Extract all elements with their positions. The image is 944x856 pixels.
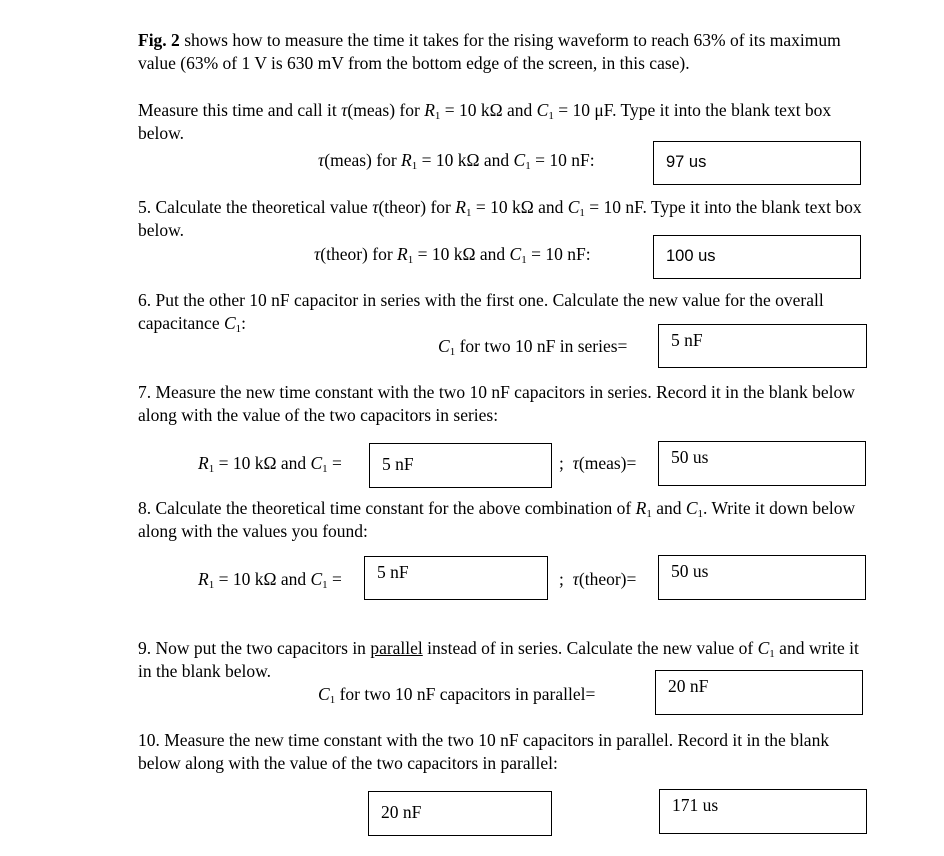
q8-text: 8. Calculate the theoretical time constant for the above combination of [138,498,636,518]
subscript: 1 [521,254,527,266]
subscript: 1 [322,463,328,475]
r-value: = 10 kΩ and [417,150,514,170]
q9-text: instead of in series. Calculate the new value of [422,638,758,658]
fig-reference: Fig. 2 [138,30,180,50]
c-symbol: C [310,453,323,473]
equals: = [327,569,342,589]
q7-capacitance-input[interactable]: 5 nF [369,443,552,488]
tau-symbol: τ [572,453,579,473]
semicolon: ; [559,453,564,473]
c-symbol: C [757,638,770,658]
intro-paragraph [138,29,868,74]
subscript: 1 [322,579,328,591]
c-symbol: C [438,336,450,356]
c-value: = 10 nF: [530,150,595,170]
meas-text: (meas) for [347,100,425,120]
c-symbol: C [509,244,522,264]
c-symbol: C [318,684,330,704]
q8-tau-theor-label [559,568,636,591]
series-capacitance-input[interactable]: 5 nF [658,324,867,368]
q8-r1-c1-label [198,568,342,591]
q7-instruction: 7. Measure the new time constant with the two 10 nF capacitors in series. Record it in the blank below along with the value of the two capacitors in series: [138,382,855,425]
q9-text: and write it in the blank below. [138,638,859,681]
q6-text: 6. Put the other 10 nF capacitor in series with the first one. Calculate the new value for the overall capacitance [138,290,824,333]
parallel-capacitance-input[interactable]: 20 nF [655,670,863,715]
parallel-underlined: parallel [370,638,423,658]
r-value: = 10 kΩ and [214,453,311,473]
label-text: (meas)= [578,453,637,473]
r-symbol: R [424,100,435,120]
q9-text: 9. Now put the two capacitors in [138,638,371,658]
r-symbol: R [401,150,412,170]
r-value: = 10 kΩ and [214,569,311,589]
tau-meas-label [318,149,595,172]
subscript: 1 [411,160,418,172]
subscript: 1 [434,110,441,122]
c-symbol: C [536,100,549,120]
q10-tau-meas-input[interactable]: 171 us [659,789,867,834]
subscript: 1 [208,463,215,475]
c-symbol: C [310,569,323,589]
c-value: = 10 nF: [526,244,591,264]
equals: = [327,453,342,473]
measure-instruction [138,99,868,144]
r-value: = 10 kΩ and [440,100,537,120]
q8-text: and [651,498,686,518]
q8-capacitance-input[interactable]: 5 nF [364,556,548,600]
q8-text: . Write it down below along with the values you found: [138,498,856,541]
tau-symbol: τ [341,100,348,120]
c-symbol: C [567,197,580,217]
r-symbol: R [198,453,209,473]
label-text: (meas) for [324,150,402,170]
q5-text: = 10 nF. Type it into the blank text box below. [138,197,862,240]
q7-tau-meas-label [559,452,636,475]
r-symbol: R [198,569,209,589]
tau-symbol: τ [318,150,325,170]
subscript: 1 [329,694,336,706]
intro-text: shows how to measure the time it takes for the rising waveform to reach 63% of its maximum value (63% of 1 V is 630 mV from the bottom edge of the screen, in this case). [138,30,841,73]
q8-instruction [138,497,868,542]
tau-symbol: τ [314,244,321,264]
tau-symbol: τ [372,197,379,217]
q6-text: : [241,312,247,333]
q10-instruction: 10. Measure the new time constant with the two 10 nF capacitors in parallel. Record it in the blank below along with the value of the two capacitors in parallel: [138,730,830,773]
q7-tau-meas-input[interactable]: 50 us [658,441,866,486]
subscript: 1 [525,160,531,172]
label-text: (theor) for [320,244,398,264]
q10-capacitance-input[interactable]: 20 nF [368,791,552,836]
r-value: = 10 kΩ and [413,244,510,264]
r-symbol: R [455,197,466,217]
subscript: 1 [579,207,585,219]
q5-text: 5. Calculate the theoretical value [138,197,373,217]
label-text: (theor)= [578,569,637,589]
subscript: 1 [646,508,652,520]
subscript: 1 [208,579,215,591]
label-text: for two 10 nF in series= [455,336,628,356]
q8-tau-theor-input[interactable]: 50 us [658,555,866,600]
subscript: 1 [769,648,775,660]
c-symbol: C [513,150,526,170]
subscript: 1 [449,346,456,358]
subscript: 1 [235,322,242,335]
q5-text: (theor) for [378,197,456,217]
label-text: for two 10 nF capacitors in parallel= [335,684,596,704]
r-symbol: R [635,498,647,518]
r-value: = 10 kΩ and [471,197,568,217]
subscript: 1 [407,254,414,266]
tau-theor-input[interactable]: 100 us [653,235,861,279]
c-symbol: C [223,312,236,333]
semicolon: ; [559,569,564,589]
c-value-text: = 10 μF. Type it into the blank text box below. [138,100,832,143]
c-symbol: C [685,498,698,518]
tau-meas-input[interactable]: 97 us [653,141,861,185]
subscript: 1 [465,207,472,219]
tau-theor-label [314,243,591,266]
measure-text: Measure this time and call it [138,100,342,120]
series-capacitance-label [438,335,627,358]
r-symbol: R [397,244,408,264]
q7-r1-c1-label [198,452,342,475]
parallel-capacitance-label [318,683,595,706]
tau-symbol: τ [572,569,579,589]
subscript: 1 [548,110,554,122]
subscript: 1 [697,508,704,520]
